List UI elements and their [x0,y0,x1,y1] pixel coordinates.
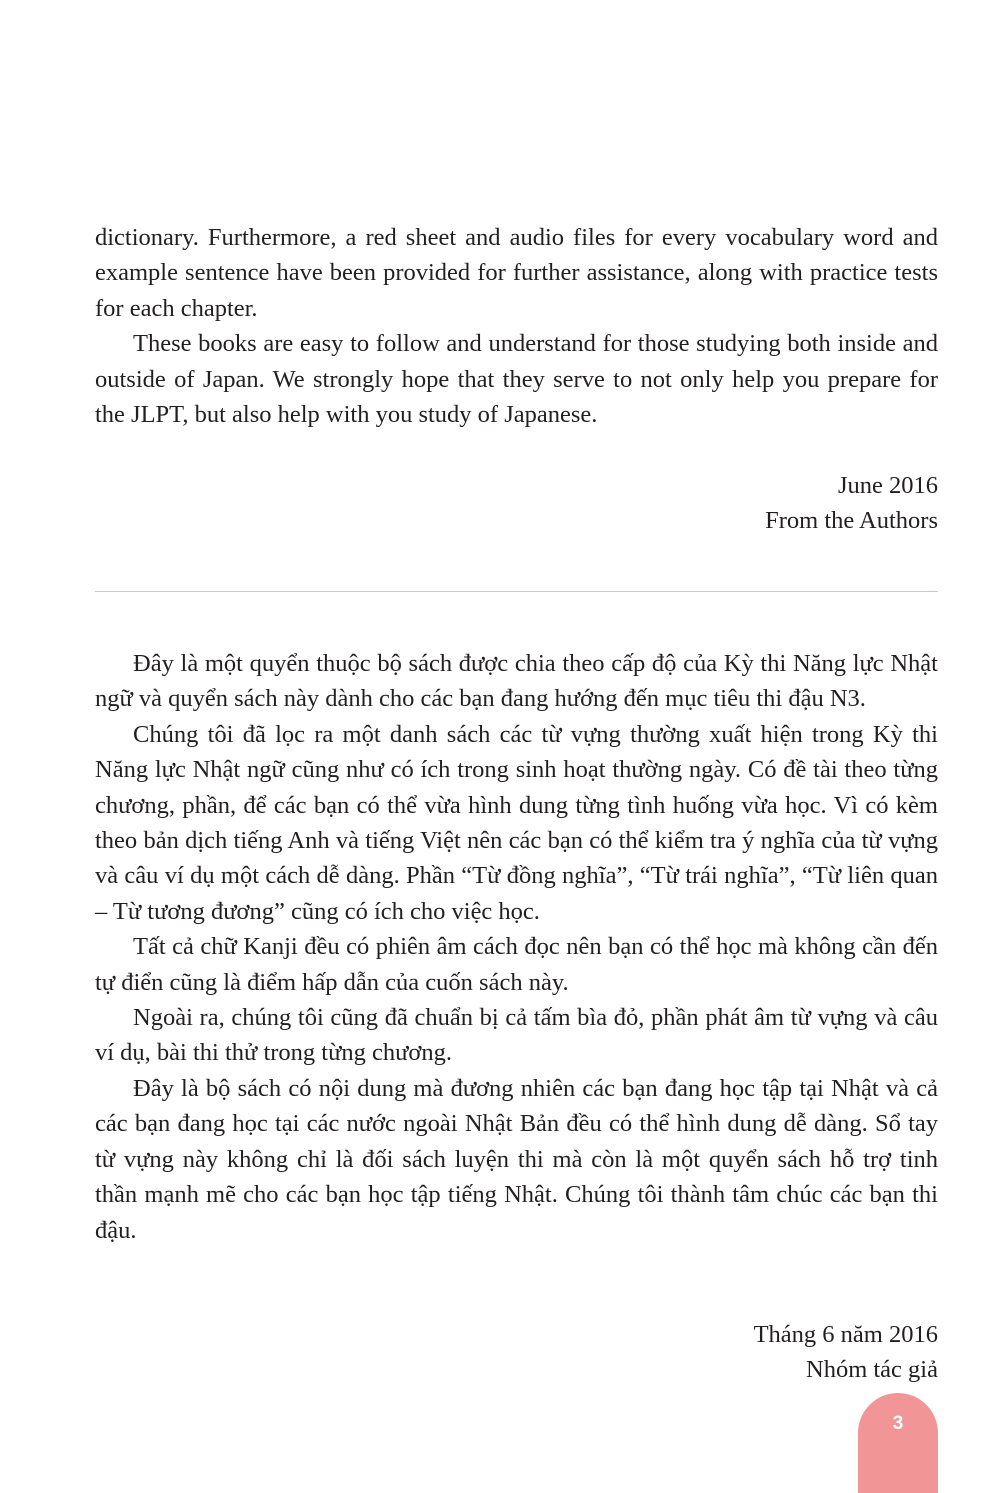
english-author: From the Authors [765,507,938,535]
page-number: 3 [892,1413,904,1434]
vietnamese-paragraph: Chúng tôi đã lọc ra một danh sách các từ vựng thường xuất hiện trong Kỳ thi Năng lực Nhật ngữ cũng như có ích trong sinh hoạt thường ngày. Có đề tài theo từng chương, phần, để các bạn có thể vừa hình dung từng tình huống vừa học. Vì có kèm theo bản dịch tiếng Anh và tiếng Việt nên các bạn có thể kiểm tra ý nghĩa của từ vựng và câu ví dụ một cách dễ dàng. Phần “Từ đồng nghĩa”, “Từ trái nghĩa”, “Từ liên quan – Từ tương đương” cũng có ích cho việc học. [95,720,938,925]
vietnamese-date: Tháng 6 năm 2016 [753,1321,938,1348]
english-paragraph: These books are easy to follow and understand for those studying both inside and outside of Japan. We strongly hope that they serve to not only help you prepare for the JLPT, but also help with you study of Japanese. [95,330,938,429]
page-number-tab [858,1393,938,1493]
vietnamese-paragraph: Đây là một quyển thuộc bộ sách được chia theo cấp độ của Kỳ thi Năng lực Nhật ngữ và quyển sách này dành cho các bạn đang hướng đến mục tiêu thi đậu N3. [95,650,938,713]
english-date: June 2016 [837,472,938,499]
vietnamese-signature [754,1317,938,1388]
english-preface-section [95,220,938,432]
vietnamese-paragraph: Ngoài ra, chúng tôi cũng đã chuẩn bị cả tấm bìa đỏ, phần phát âm từ vựng và câu ví dụ, bài thi thử trong từng chương. [95,1004,938,1067]
vietnamese-paragraph: Tất cả chữ Kanji đều có phiên âm cách đọc nên bạn có thể học mà không cần đến tự điển cũng là điểm hấp dẫn của cuốn sách này. [95,933,938,996]
english-paragraph: dictionary. Furthermore, a red sheet and audio files for every vocabulary word and example sentence have been provided for further assistance, along with practice tests for each chapter. [95,224,938,322]
vietnamese-preface-section [95,646,938,1248]
vietnamese-paragraph: Đây là bộ sách có nội dung mà đương nhiên các bạn đang học tập tại Nhật và cả các bạn đang học tại các nước ngoài Nhật Bản đều có thể hình dung dễ dàng. Sổ tay từ vựng này không chỉ là đối sách luyện thi mà còn là một quyển sách hỗ trợ tinh thần mạnh mẽ cho các bạn học tập tiếng Nhật. Chúng tôi thành tâm chúc các bạn thi đậu. [95,1074,938,1244]
english-signature [765,468,938,539]
vietnamese-author: Nhóm tác giả [806,1356,938,1384]
section-divider [95,591,938,592]
